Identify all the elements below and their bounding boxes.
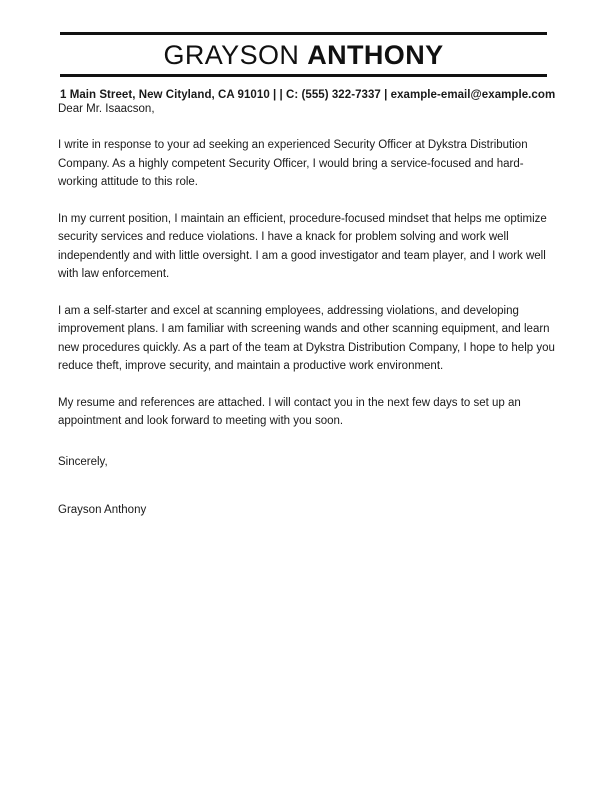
last-name: ANTHONY	[307, 40, 444, 70]
signature-name: Grayson Anthony	[58, 503, 147, 516]
letterhead	[60, 32, 556, 102]
first-name: GRAYSON	[163, 40, 300, 70]
closing-salutation: Sincerely,	[58, 455, 108, 468]
body-paragraph: I write in response to your ad seeking an experienced Security Officer at Dykstra Distribution Company. As a highly competent Security Officer, I would bring a service-focused and hard-working attitude to this role.	[58, 139, 528, 188]
contact-info: 1 Main Street, New Cityland, CA 91010 | | C: (555) 322-7337 | example-email@example.com	[60, 89, 556, 102]
body-paragraph: I am a self-starter and excel at scanning employees, addressing violations, and developing improvement plans. I am familiar with screening wands and other scanning equipment, and learn new procedures quickly. As a part of the team at Dykstra Distribution Company, I hope to help you reduce theft, improve security, and maintain a productive work environment.	[58, 304, 555, 372]
letter-body	[58, 100, 557, 519]
body-paragraph: In my current position, I maintain an efficient, procedure-focused mindset that helps me optimize security services and reduce violations. I have a knack for problem solving and work well independently and with little oversight. I am a good investigator and team player, and I work well with law enforcement.	[58, 212, 547, 280]
salutation: Dear Mr. Isaacson,	[58, 103, 155, 115]
body-paragraph: My resume and references are attached. I will contact you in the next few days to set up an appointment and look forward to meeting with you soon.	[58, 396, 521, 427]
page-title	[60, 35, 547, 74]
